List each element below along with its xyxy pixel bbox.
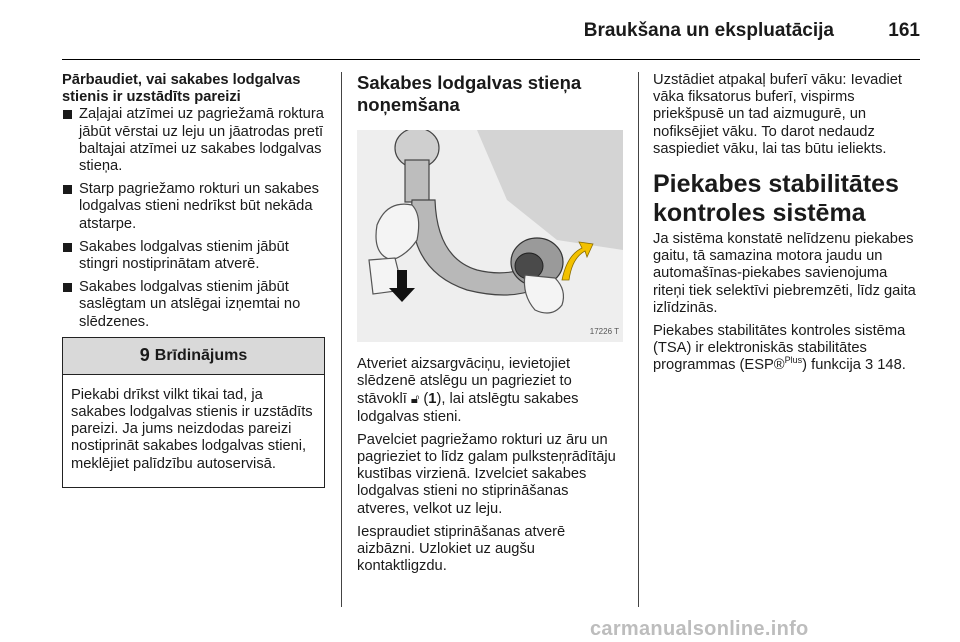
list-item: Starp pagriežamo rokturi un sakabes lodgalvas stieni nedrīkst būt nekāda atstarpe. <box>62 181 326 233</box>
warning-header <box>63 338 324 375</box>
paragraph-cover: Uzstādiet atpakaļ buferī vāku: Ievadiet vāka fiksatorus buferī, vispirms priekšpusē un tad aizmugurē, un nofiksējiet vāku. To darot nedaudz saspiediet vāku, lai tas būtu ieliekts. <box>653 72 903 157</box>
list-item: Zaļajai atzīmei uz pagriežamā roktura jābūt vērstai uz leju un jāatrodas pretī baltajai atzīmei uz sakabes lodgalvas stieņa. <box>62 106 326 175</box>
paragraph-tsa-function: Ja sistēma konstatē nelīdzenu piekabes gaitu, tā samazina motora jaudu un automašīnas-piekabes savienojuma riteņi tiek selektīvi piebremzēti, līdz gaita izlīdzinās. <box>653 231 916 316</box>
column-3 <box>653 72 923 381</box>
warning-title: Brīdinājums <box>154 347 248 365</box>
paragraph-insert-plug: Iespraudiet stiprināšanas atverē aizbāzni. Uzlokiet uz augšu kontaktligzdu. <box>357 523 566 575</box>
bullet-square-icon <box>63 110 72 119</box>
warning-triangle-icon: 9 <box>139 345 150 366</box>
warning-text: Piekabi drīkst vilkt tikai tad, ja sakabes lodgalvas stienis ir uzstādīts pareizi. Ja jums neizdodas pareizi nostiprināt sakabes lodgalvas stieni, meklējiet palīdzību autoservisā. <box>71 386 313 472</box>
page-number: 161 <box>888 20 920 41</box>
bullet-square-icon <box>63 185 72 194</box>
warning-box <box>62 337 325 488</box>
column-2 <box>357 72 623 581</box>
figure-number: 17226 T <box>589 326 619 336</box>
unlock-symbol-icon: 🔓︎ <box>410 391 420 407</box>
check-heading: Pārbaudiet, vai sakabes lodgalvas stienis ir uzstādīts pareizi <box>62 72 301 106</box>
page-header <box>62 0 920 60</box>
column-1 <box>62 72 326 488</box>
section-title-tsa: Piekabes stabilitātes kontroles sistēma <box>653 170 899 228</box>
section-title-removal: Sakabes lodgalvas stieņa noņemšana <box>357 72 582 115</box>
column-divider-1 <box>341 72 342 607</box>
watermark: carmanualsonline.info <box>590 618 809 640</box>
tow-bar-illustration <box>357 130 623 342</box>
list-item: Sakabes lodgalvas stienim jābūt saslēgtam un atslēgai izņemtai no slēdzenes. <box>62 279 326 331</box>
bullet-square-icon <box>63 243 72 252</box>
page-reference-icon[interactable]: 3 <box>865 357 874 374</box>
page-reference-link[interactable]: 148. <box>873 357 906 374</box>
tow-bar-drawing <box>357 130 623 342</box>
list-item: Sakabes lodgalvas stienim jābūt stingri nostiprinātam atverē. <box>62 239 326 273</box>
check-list <box>62 106 326 330</box>
paragraph-tsa-esp: Piekabes stabilitātes kontroles sistēma (TSA) ir elektroniskās stabilitātes programmas (ESP®$^{Plus}$) funkcija 3 148. <box>653 323 906 374</box>
paragraph-pull-out: Pavelciet pagriežamo rokturi uz āru un pagrieziet to līdz galam pulksteņrādītāju kustības virzienā. Izvelciet sakabes lodgalvas stieni no stiprināšanas atveres, velkot uz leju. <box>357 431 616 517</box>
chapter-title: Braukšana un ekspluatācija <box>583 20 834 41</box>
bullet-square-icon <box>63 283 72 292</box>
paragraph-unlock: Atveriet aizsargvāciņu, ievietojiet slēdzenē atslēgu un pagrieziet to stāvoklī 🔓︎ (1), lai atslēgtu sakabes lodgalvas stieni. <box>357 356 579 425</box>
column-divider-2 <box>638 72 639 607</box>
